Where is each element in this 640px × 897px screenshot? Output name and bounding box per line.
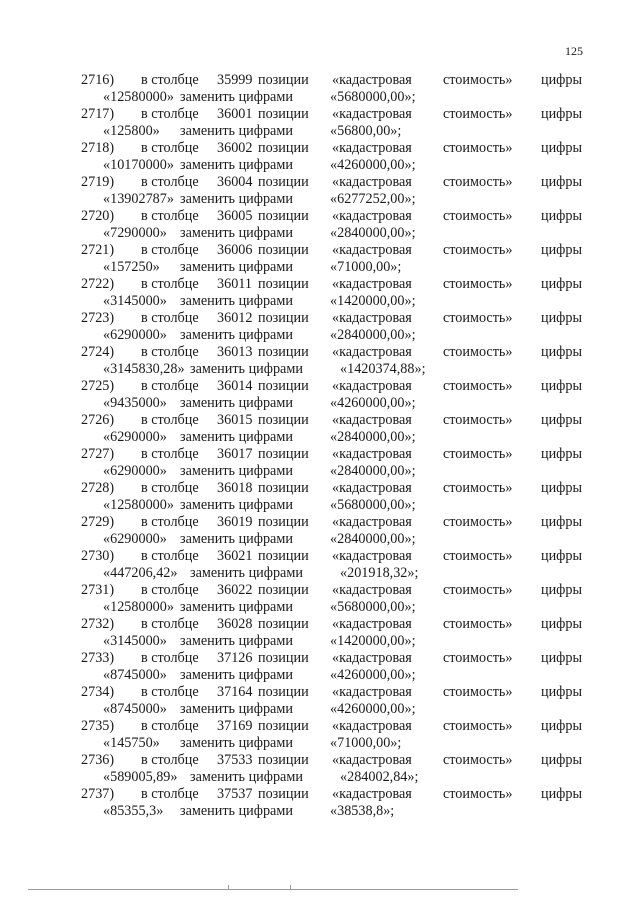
position-text: позиции (258, 140, 309, 156)
column-number: 35999 (217, 72, 253, 88)
position-text: позиции (258, 582, 309, 598)
position-text: позиции (258, 786, 309, 802)
position-text: позиции (258, 276, 309, 292)
value-text: стоимость» (443, 344, 513, 360)
old-value: «6290000» (103, 429, 167, 445)
amendment-entry (0, 344, 640, 378)
value-text: стоимость» (443, 548, 513, 564)
entry-line-second (0, 531, 640, 548)
in-column-text: в столбце (141, 174, 199, 190)
amendment-entry (0, 650, 640, 684)
value-text: стоимость» (443, 72, 513, 88)
digits-text: цифры (541, 106, 583, 122)
digits-text: цифры (541, 786, 583, 802)
amendment-entry (0, 140, 640, 174)
amendment-entry (0, 310, 640, 344)
entry-line-first (0, 72, 640, 89)
position-text: позиции (258, 344, 309, 360)
replace-text: заменить цифрами (180, 735, 293, 751)
in-column-text: в столбце (141, 582, 199, 598)
old-value: «125800» (103, 123, 160, 139)
entry-number: 2728) (81, 480, 115, 496)
value-text: стоимость» (443, 378, 513, 394)
replace-text: заменить цифрами (190, 361, 303, 377)
cadastral-text: «кадастровая (332, 786, 412, 802)
cadastral-text: «кадастровая (332, 718, 412, 734)
in-column-text: в столбце (141, 616, 199, 632)
cadastral-text: «кадастровая (332, 616, 412, 632)
digits-text: цифры (541, 276, 583, 292)
entry-line-second (0, 157, 640, 174)
amendment-entry (0, 412, 640, 446)
in-column-text: в столбце (141, 378, 199, 394)
cadastral-text: «кадастровая (332, 276, 412, 292)
entry-line-second (0, 701, 640, 718)
entry-number: 2731) (81, 582, 115, 598)
replace-text: заменить цифрами (180, 123, 293, 139)
new-value: «5680000,00»; (330, 497, 416, 513)
entry-line-second (0, 565, 640, 582)
entry-number: 2721) (81, 242, 115, 258)
amendment-entry (0, 582, 640, 616)
entry-line-first (0, 344, 640, 361)
digits-text: цифры (541, 718, 583, 734)
position-text: позиции (258, 650, 309, 666)
value-text: стоимость» (443, 752, 513, 768)
in-column-text: в столбце (141, 480, 199, 496)
entry-line-first (0, 752, 640, 769)
old-value: «7290000» (103, 225, 167, 241)
entry-line-first (0, 480, 640, 497)
in-column-text: в столбце (141, 106, 199, 122)
entry-number: 2732) (81, 616, 115, 632)
entry-line-first (0, 616, 640, 633)
entry-line-second (0, 395, 640, 412)
new-value: «2840000,00»; (330, 225, 416, 241)
entry-number: 2719) (81, 174, 115, 190)
amendment-entry (0, 752, 640, 786)
old-value: «6290000» (103, 531, 167, 547)
entry-line-second (0, 735, 640, 752)
position-text: позиции (258, 412, 309, 428)
entry-number: 2735) (81, 718, 115, 734)
digits-text: цифры (541, 582, 583, 598)
digits-text: цифры (541, 174, 583, 190)
entry-line-second (0, 463, 640, 480)
replace-text: заменить цифрами (180, 429, 293, 445)
cadastral-text: «кадастровая (332, 650, 412, 666)
position-text: позиции (258, 616, 309, 632)
entry-line-first (0, 140, 640, 157)
entry-line-first (0, 548, 640, 565)
cadastral-text: «кадастровая (332, 548, 412, 564)
new-value: «1420374,88»; (340, 361, 426, 377)
new-value: «71000,00»; (330, 259, 402, 275)
column-number: 37164 (217, 684, 253, 700)
in-column-text: в столбце (141, 276, 199, 292)
column-number: 36001 (217, 106, 253, 122)
replace-text: заменить цифрами (180, 531, 293, 547)
amendment-entry (0, 174, 640, 208)
old-value: «447206,42» (103, 565, 178, 581)
cadastral-text: «кадастровая (332, 174, 412, 190)
position-text: позиции (258, 480, 309, 496)
digits-text: цифры (541, 616, 583, 632)
replace-text: заменить цифрами (180, 225, 293, 241)
column-number: 37533 (217, 752, 253, 768)
column-number: 36006 (217, 242, 253, 258)
old-value: «6290000» (103, 327, 167, 343)
entry-line-first (0, 718, 640, 735)
value-text: стоимость» (443, 242, 513, 258)
old-value: «85355,3» (103, 803, 164, 819)
column-number: 36002 (217, 140, 253, 156)
column-number: 36011 (217, 276, 252, 292)
in-column-text: в столбце (141, 344, 199, 360)
cadastral-text: «кадастровая (332, 752, 412, 768)
entry-number: 2725) (81, 378, 115, 394)
entry-line-second (0, 633, 640, 650)
cadastral-text: «кадастровая (332, 480, 412, 496)
entry-number: 2720) (81, 208, 115, 224)
value-text: стоимость» (443, 650, 513, 666)
cadastral-text: «кадастровая (332, 684, 412, 700)
cadastral-text: «кадастровая (332, 378, 412, 394)
column-number: 36015 (217, 412, 253, 428)
value-text: стоимость» (443, 310, 513, 326)
entry-line-second (0, 259, 640, 276)
position-text: позиции (258, 548, 309, 564)
footer-tick (228, 885, 229, 890)
value-text: стоимость» (443, 616, 513, 632)
entry-line-first (0, 684, 640, 701)
amendment-entry (0, 242, 640, 276)
cadastral-text: «кадастровая (332, 242, 412, 258)
old-value: «145750» (103, 735, 160, 751)
old-value: «3145000» (103, 293, 167, 309)
page-number: 125 (565, 44, 583, 58)
column-number: 36018 (217, 480, 253, 496)
entry-line-second (0, 803, 640, 820)
replace-text: заменить цифрами (180, 463, 293, 479)
replace-text: заменить цифрами (180, 327, 293, 343)
position-text: позиции (258, 242, 309, 258)
entry-line-second (0, 293, 640, 310)
new-value: «2840000,00»; (330, 463, 416, 479)
entry-line-first (0, 310, 640, 327)
replace-text: заменить цифрами (180, 191, 293, 207)
entry-line-first (0, 412, 640, 429)
entry-number: 2724) (81, 344, 115, 360)
old-value: «12580000» (103, 89, 174, 105)
entry-number: 2734) (81, 684, 115, 700)
column-number: 36028 (217, 616, 253, 632)
value-text: стоимость» (443, 684, 513, 700)
position-text: позиции (258, 72, 309, 88)
old-value: «589005,89» (103, 769, 178, 785)
amendment-entry (0, 718, 640, 752)
amendment-entry (0, 684, 640, 718)
entry-line-first (0, 242, 640, 259)
replace-text: заменить цифрами (180, 157, 293, 173)
amendment-entry (0, 276, 640, 310)
digits-text: цифры (541, 140, 583, 156)
footer-rule (28, 889, 518, 890)
entry-line-second (0, 497, 640, 514)
amendment-entry (0, 378, 640, 412)
new-value: «4260000,00»; (330, 701, 416, 717)
entry-line-first (0, 106, 640, 123)
digits-text: цифры (541, 412, 583, 428)
in-column-text: в столбце (141, 718, 199, 734)
new-value: «56800,00»; (330, 123, 402, 139)
entry-line-second (0, 769, 640, 786)
new-value: «2840000,00»; (330, 429, 416, 445)
replace-text: заменить цифрами (180, 89, 293, 105)
column-number: 36022 (217, 582, 253, 598)
old-value: «6290000» (103, 463, 167, 479)
old-value: «10170000» (103, 157, 174, 173)
entry-number: 2722) (81, 276, 115, 292)
position-text: позиции (258, 208, 309, 224)
column-number: 37126 (217, 650, 253, 666)
amendment-entry (0, 616, 640, 650)
in-column-text: в столбце (141, 548, 199, 564)
in-column-text: в столбце (141, 310, 199, 326)
replace-text: заменить цифрами (180, 803, 293, 819)
value-text: стоимость» (443, 276, 513, 292)
digits-text: цифры (541, 344, 583, 360)
digits-text: цифры (541, 378, 583, 394)
replace-text: заменить цифрами (180, 259, 293, 275)
digits-text: цифры (541, 242, 583, 258)
digits-text: цифры (541, 684, 583, 700)
new-value: «71000,00»; (330, 735, 402, 751)
amendment-entry (0, 72, 640, 106)
amendment-entry (0, 548, 640, 582)
replace-text: заменить цифрами (180, 633, 293, 649)
in-column-text: в столбце (141, 242, 199, 258)
digits-text: цифры (541, 514, 583, 530)
amendment-entry (0, 446, 640, 480)
entry-line-second (0, 225, 640, 242)
cadastral-text: «кадастровая (332, 514, 412, 530)
entry-line-second (0, 599, 640, 616)
in-column-text: в столбце (141, 208, 199, 224)
value-text: стоимость» (443, 174, 513, 190)
entry-number: 2717) (81, 106, 115, 122)
new-value: «284002,84»; (340, 769, 419, 785)
column-number: 36004 (217, 174, 253, 190)
entry-number: 2729) (81, 514, 115, 530)
new-value: «38538,8»; (330, 803, 395, 819)
entry-number: 2716) (81, 72, 115, 88)
value-text: стоимость» (443, 140, 513, 156)
replace-text: заменить цифрами (180, 395, 293, 411)
entry-number: 2730) (81, 548, 115, 564)
entry-line-second (0, 429, 640, 446)
amendment-entry (0, 480, 640, 514)
new-value: «4260000,00»; (330, 395, 416, 411)
replace-text: заменить цифрами (180, 701, 293, 717)
replace-text: заменить цифрами (190, 769, 303, 785)
new-value: «2840000,00»; (330, 531, 416, 547)
new-value: «2840000,00»; (330, 327, 416, 343)
value-text: стоимость» (443, 446, 513, 462)
old-value: «8745000» (103, 701, 167, 717)
value-text: стоимость» (443, 786, 513, 802)
new-value: «5680000,00»; (330, 599, 416, 615)
position-text: позиции (258, 446, 309, 462)
in-column-text: в столбце (141, 650, 199, 666)
old-value: «9435000» (103, 395, 167, 411)
new-value: «6277252,00»; (330, 191, 416, 207)
column-number: 36005 (217, 208, 253, 224)
old-value: «12580000» (103, 599, 174, 615)
amendment-entry (0, 786, 640, 820)
column-number: 37169 (217, 718, 253, 734)
in-column-text: в столбце (141, 514, 199, 530)
new-value: «1420000,00»; (330, 633, 416, 649)
entry-line-second (0, 667, 640, 684)
position-text: позиции (258, 718, 309, 734)
position-text: позиции (258, 174, 309, 190)
replace-text: заменить цифрами (180, 497, 293, 513)
cadastral-text: «кадастровая (332, 310, 412, 326)
entry-line-second (0, 327, 640, 344)
digits-text: цифры (541, 446, 583, 462)
position-text: позиции (258, 514, 309, 530)
cadastral-text: «кадастровая (332, 72, 412, 88)
cadastral-text: «кадастровая (332, 446, 412, 462)
digits-text: цифры (541, 480, 583, 496)
entry-line-first (0, 208, 640, 225)
new-value: «201918,32»; (340, 565, 419, 581)
value-text: стоимость» (443, 208, 513, 224)
entry-number: 2727) (81, 446, 115, 462)
position-text: позиции (258, 106, 309, 122)
new-value: «4260000,00»; (330, 157, 416, 173)
entry-number: 2736) (81, 752, 115, 768)
cadastral-text: «кадастровая (332, 582, 412, 598)
cadastral-text: «кадастровая (332, 412, 412, 428)
new-value: «1420000,00»; (330, 293, 416, 309)
entry-line-first (0, 276, 640, 293)
replace-text: заменить цифрами (190, 565, 303, 581)
value-text: стоимость» (443, 480, 513, 496)
digits-text: цифры (541, 752, 583, 768)
column-number: 36012 (217, 310, 253, 326)
entry-line-second (0, 123, 640, 140)
old-value: «8745000» (103, 667, 167, 683)
entry-line-first (0, 786, 640, 803)
position-text: позиции (258, 684, 309, 700)
entry-line-second (0, 191, 640, 208)
footer-tick (290, 885, 291, 890)
entry-number: 2718) (81, 140, 115, 156)
column-number: 36021 (217, 548, 253, 564)
in-column-text: в столбце (141, 786, 199, 802)
in-column-text: в столбце (141, 412, 199, 428)
amendment-list (0, 72, 640, 820)
new-value: «4260000,00»; (330, 667, 416, 683)
entry-line-first (0, 650, 640, 667)
entry-line-second (0, 89, 640, 106)
value-text: стоимость» (443, 514, 513, 530)
entry-number: 2733) (81, 650, 115, 666)
in-column-text: в столбце (141, 446, 199, 462)
column-number: 37537 (217, 786, 253, 802)
entry-number: 2723) (81, 310, 115, 326)
position-text: позиции (258, 310, 309, 326)
entry-line-first (0, 582, 640, 599)
column-number: 36019 (217, 514, 253, 530)
digits-text: цифры (541, 72, 583, 88)
entry-number: 2726) (81, 412, 115, 428)
cadastral-text: «кадастровая (332, 140, 412, 156)
column-number: 36017 (217, 446, 253, 462)
amendment-entry (0, 208, 640, 242)
old-value: «157250» (103, 259, 160, 275)
digits-text: цифры (541, 548, 583, 564)
cadastral-text: «кадастровая (332, 208, 412, 224)
cadastral-text: «кадастровая (332, 344, 412, 360)
in-column-text: в столбце (141, 140, 199, 156)
replace-text: заменить цифрами (180, 667, 293, 683)
old-value: «12580000» (103, 497, 174, 513)
digits-text: цифры (541, 310, 583, 326)
entry-line-first (0, 174, 640, 191)
new-value: «5680000,00»; (330, 89, 416, 105)
amendment-entry (0, 514, 640, 548)
value-text: стоимость» (443, 582, 513, 598)
in-column-text: в столбце (141, 684, 199, 700)
entry-line-first (0, 378, 640, 395)
cadastral-text: «кадастровая (332, 106, 412, 122)
replace-text: заменить цифрами (180, 293, 293, 309)
entry-line-second (0, 361, 640, 378)
digits-text: цифры (541, 208, 583, 224)
replace-text: заменить цифрами (180, 599, 293, 615)
digits-text: цифры (541, 650, 583, 666)
old-value: «13902787» (103, 191, 174, 207)
position-text: позиции (258, 378, 309, 394)
old-value: «3145830,28» (103, 361, 185, 377)
entry-number: 2737) (81, 786, 115, 802)
value-text: стоимость» (443, 106, 513, 122)
position-text: позиции (258, 752, 309, 768)
value-text: стоимость» (443, 412, 513, 428)
entry-line-first (0, 514, 640, 531)
value-text: стоимость» (443, 718, 513, 734)
column-number: 36013 (217, 344, 253, 360)
column-number: 36014 (217, 378, 253, 394)
entry-line-first (0, 446, 640, 463)
amendment-entry (0, 106, 640, 140)
in-column-text: в столбце (141, 72, 199, 88)
old-value: «3145000» (103, 633, 167, 649)
in-column-text: в столбце (141, 752, 199, 768)
